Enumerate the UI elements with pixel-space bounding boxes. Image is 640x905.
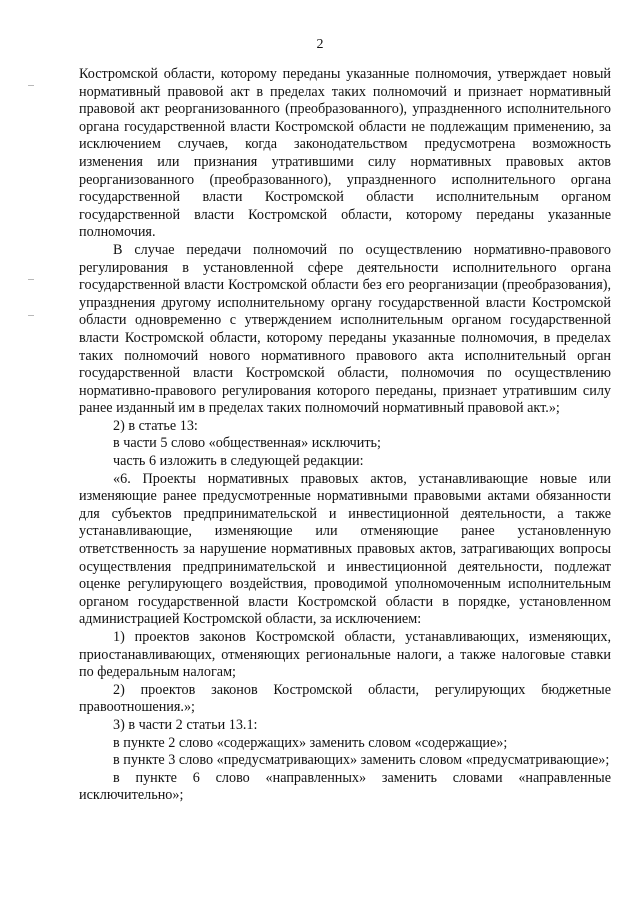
margin-mark: [28, 85, 34, 86]
paragraph: Костромской области, которому переданы указанные полномочия, утверждает новый нормативный правовой акт в пределах таких полномочий и признает нормативный правовой акт реорганизованного (преобразованного), упраздненного исполнительного органа государственной власти Костромской области не подлежащим применению, за исключением случаев, когда законодательством предусмотрена возможность изменения или признания утратившими силу нормативных правовых актов реорганизованного (преобразованного), упраздненного исполнительного органа государственной власти Костромской области исполнительным органом государственной власти Костромской области, которому переданы указанные полномочия.: [79, 66, 611, 241]
margin-mark: [28, 279, 34, 280]
list-item: 2) в статье 13:: [113, 417, 198, 434]
document-body: [79, 66, 611, 805]
list-item: 2) проектов законов Костромской области, регулирующих бюджетные правоотношения.»;: [79, 681, 611, 716]
margin-mark: [28, 315, 34, 316]
list-item: 3) в части 2 статьи 13.1:: [113, 716, 258, 733]
page-number: 2: [316, 37, 324, 52]
paragraph: В случае передачи полномочий по осуществлению нормативно-правового регулирования в установленной сфере деятельности исполнительного органа государственной власти Костромской области без его реорганизации (преобразования), упразднения другому исполнительному органу государственной власти Костромской области одновременно с утверждением исполнительным органом государственной власти Костромской области, которому переданы указанные полномочия, в пределах таких полномочий нового нормативного правового акта исполнительный орган государственной власти Костромской области, полномочия по осуществлению нормативно-правового регулирования которого переданы, признает утратившим силу ранее изданный им в пределах таких полномочий нормативный правовой акт.»;: [79, 241, 611, 417]
list-item: в части 5 слово «общественная» исключить;: [113, 435, 381, 452]
list-item: часть 6 изложить в следующей редакции:: [113, 453, 364, 470]
list-item: в пункте 2 слово «содержащих» заменить словом «содержащие»;: [113, 734, 508, 751]
list-item: в пункте 3 слово «предусматривающих» заменить словом «предусматривающие»;: [113, 752, 610, 769]
list-item: в пункте 6 слово «направленных» заменить словами «направленные исключительно»;: [79, 769, 611, 804]
paragraph: «6. Проекты нормативных правовых актов, устанавливающие новые или изменяющие ранее предусмотренные нормативными правовыми актами обязанности для субъектов предпринимательской и инвестиционной деятельности, а также устанавливающие, изменяющие или отменяющие ранее установленную ответственность за нарушение нормативных правовых актов, затрагивающих вопросы осуществления предпринимательской и инвестиционной деятельности, подлежат оценке регулирующего воздействия, проводимой уполномоченным исполнительным органом государственной власти Костромской области в порядке, установленном администрацией Костромской области, за исключением:: [79, 470, 611, 628]
list-item: 1) проектов законов Костромской области, устанавливающих, изменяющих, приостанавливающих, отменяющих региональные налоги, а также налоговые ставки по федеральным налогам;: [79, 629, 611, 681]
